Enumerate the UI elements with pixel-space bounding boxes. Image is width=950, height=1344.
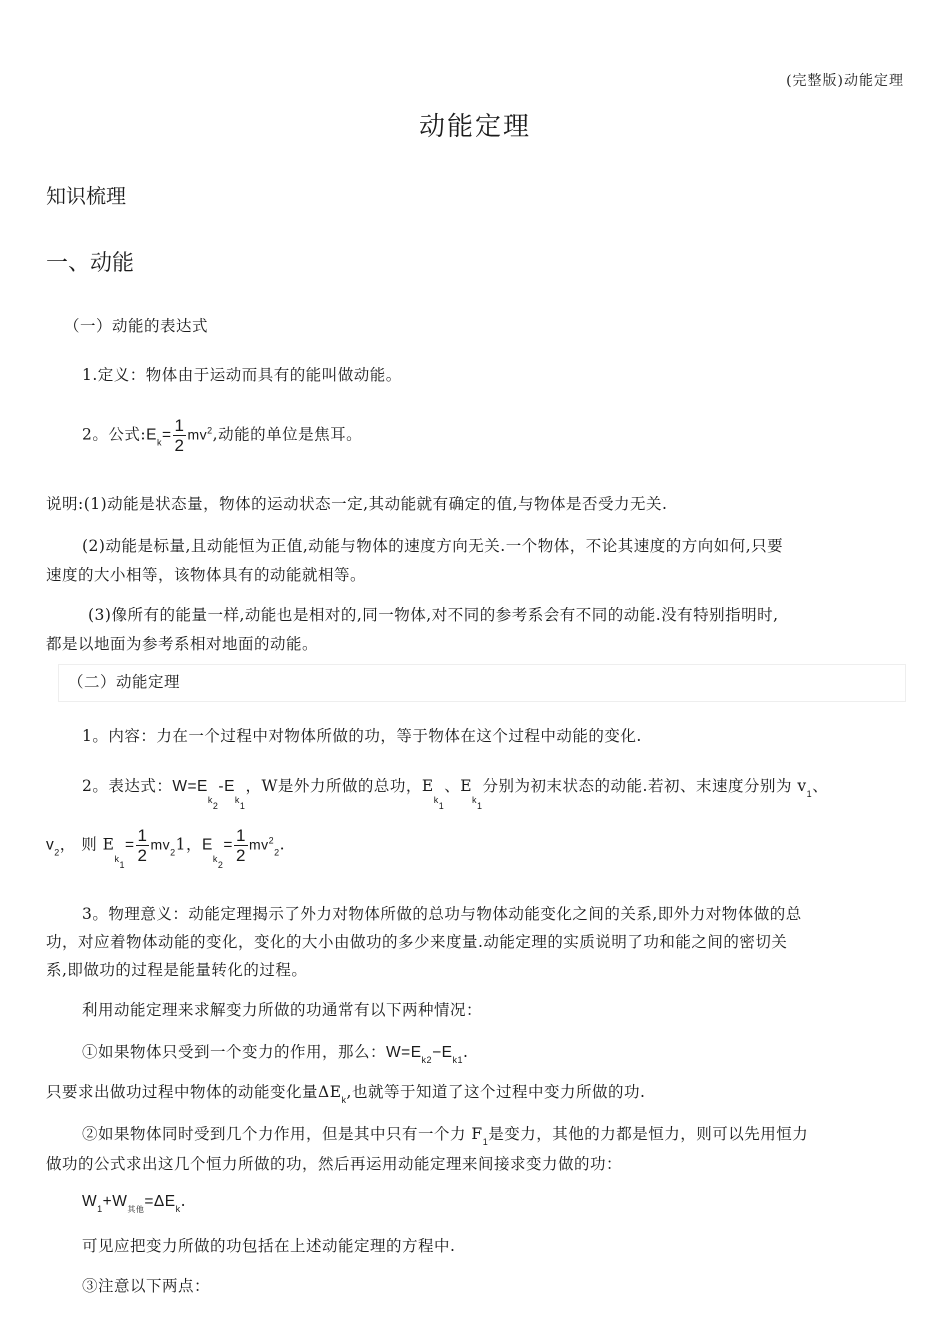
expr-e-2: E [202, 836, 213, 854]
expr-v2-sub: 2 [54, 847, 60, 858]
theorem-content: 1。内容：力在一个过程中对物体所做的功，等于物体在这个过程中动能的变化. [82, 727, 642, 745]
fraction-denominator: 2 [174, 436, 185, 455]
note-1: 说明:(1)动能是状态量，物体的运动状态一定,其动能就有确定的值,与物体是否受力无关. [46, 495, 668, 513]
eq2-eq: =ΔE [144, 1193, 176, 1210]
case-2-f1-sub: 1 [482, 1137, 489, 1147]
definition-paragraph: 1.定义：物体由于运动而具有的能叫做动能。 [82, 366, 402, 384]
expr-ek1-sub: k1 [114, 853, 125, 870]
formula-suffix: ,动能的单位是焦耳。 [212, 425, 363, 444]
include-note: 可见应把变力所做的功包括在上述动能定理的方程中. [82, 1237, 456, 1255]
case-2-b: 是变力，其他的力都是恒力，则可以先用恒力 [488, 1125, 809, 1143]
expr-mv-2-sub: 2 [274, 847, 280, 858]
expr-v2: v [46, 836, 55, 854]
expr-text-1: ，W是外力所做的总功，E [245, 777, 434, 795]
meaning-line-1: 3。物理意义：动能定理揭示了外力对物体所做的总功与物体动能变化之间的关系,即外力对物体做的总 [82, 905, 802, 923]
eq2-w: W [82, 1193, 98, 1210]
expr-mv-2: mv [248, 836, 269, 853]
theorem-expression-line-2 [46, 826, 285, 870]
expr-eq-2: = [223, 836, 233, 854]
expr-end: . [279, 835, 286, 854]
note-points: ③注意以下两点： [82, 1277, 211, 1295]
equation-2 [82, 1192, 186, 1215]
theorem-expression-line-1 [82, 774, 828, 811]
case-1-k2: k2 [421, 1055, 433, 1065]
variable-force-intro: 利用动能定理来求解变力所做的功通常有以下两种情况： [82, 1001, 483, 1019]
subsection-heading-expression: （一）动能的表达式 [64, 317, 209, 335]
note-3-line-1: (3)像所有的能量一样,动能也是相对的,同一物体,对不同的参考系会有不同的动能.没有特别指明时, [88, 606, 779, 624]
note-3-line-2: 都是以地面为参考系相对地面的动能。 [46, 635, 319, 653]
expr-mv-2-sup: 2 [268, 835, 275, 846]
case-1-note-tail: ,也就等于知道了这个过程中变力所做的功. [346, 1083, 646, 1101]
subsection-heading-theorem: （二）动能定理 [68, 673, 181, 691]
expr-minus-e: -E [218, 778, 235, 795]
eq2-plus: +W [102, 1193, 128, 1210]
case-1-minus: −E [432, 1044, 453, 1061]
note-2-line-2: 速度的大小相等，该物体具有的动能就相等。 [46, 566, 367, 584]
subsection-box [58, 664, 906, 702]
eq2-dot: . [180, 1192, 187, 1210]
eq2-k: k [175, 1204, 181, 1214]
expr-k2-sub: k2 [207, 795, 219, 811]
expr-text-2: 分别为初末状态的动能.若初、末速度分别为 v [482, 777, 807, 795]
expr-k1-sub: k1 [234, 795, 246, 811]
kinetic-energy-formula [82, 416, 362, 455]
case-1-k1: k1 [452, 1055, 463, 1065]
case-1-note-k: k [341, 1095, 347, 1105]
eq2-one: 1 [97, 1204, 103, 1214]
case-1-w: W=E [386, 1044, 422, 1061]
eq2-other: 其他 [127, 1205, 145, 1214]
meaning-line-3: 系,即做功的过程是能量转化的过程。 [46, 961, 308, 979]
expr-tail-1: 1， [175, 835, 203, 854]
expr-text-4: ， 则 E [59, 835, 115, 854]
formula-prefix: 2。公式: [82, 425, 147, 444]
formula-square: 2 [207, 425, 213, 436]
fraction-numerator: 1 [174, 416, 185, 435]
formula-mv: mv [187, 426, 208, 443]
fraction-half-1: $\frac{1}{2}$ [137, 826, 148, 865]
expr-mv-1-sub: 2 [170, 847, 176, 858]
section-heading-kinetic-energy: 一、动能 [46, 251, 135, 276]
fraction-half [173, 416, 187, 455]
case-1-note-text: 只要求出做功过程中物体的动能变化量ΔE [46, 1083, 342, 1101]
expr-k1-sub-c: k1 [472, 795, 483, 811]
case-1 [82, 1040, 468, 1065]
expr-ek2-sub: k2 [212, 853, 224, 870]
section-heading-knowledge: 知识梳理 [46, 184, 126, 208]
expression-prefix: 2。表达式： [82, 777, 173, 795]
formula-eq: = [161, 426, 172, 444]
meaning-line-2: 功，对应着物体动能的变化，变化的大小由做功的多少来度量.动能定理的实质说明了功和能之间的密切关 [46, 933, 788, 951]
expr-w-eq-e: W=E [172, 778, 208, 795]
page-title: 动能定理 [418, 112, 531, 142]
case-2-line-2: 做功的公式求出这几个恒力所做的功，然后再运用动能定理来间接求变力做的功： [46, 1155, 623, 1173]
case-1-dot: . [462, 1043, 469, 1061]
case-2-a: ②如果物体同时受到几个力作用，但是其中只有一个力 F [82, 1125, 483, 1143]
expr-k1-sub-b: k1 [433, 795, 445, 811]
formula-k-sub: k [156, 437, 162, 448]
document-header-label: (完整版)动能定理 [786, 73, 904, 89]
case-1-text: ①如果物体只受到一个变力的作用，那么： [82, 1043, 387, 1061]
expr-mv-1: mv [150, 836, 171, 853]
expr-sep: 、E [444, 777, 473, 795]
case-2-line-1 [82, 1122, 808, 1147]
case-1-note [46, 1080, 645, 1105]
expr-eq-1: = [124, 836, 135, 854]
formula-e: E [146, 426, 157, 444]
note-2-line-1: (2)动能是标量,且动能恒为正值,动能与物体的速度方向无关.一个物体，不论其速度的方向如何,只要 [82, 537, 784, 555]
expr-v1-sub: 1 [806, 789, 813, 799]
fraction-half-2: $\frac{1}{2}$ [235, 826, 246, 865]
expr-text-3: 、 [812, 777, 829, 795]
